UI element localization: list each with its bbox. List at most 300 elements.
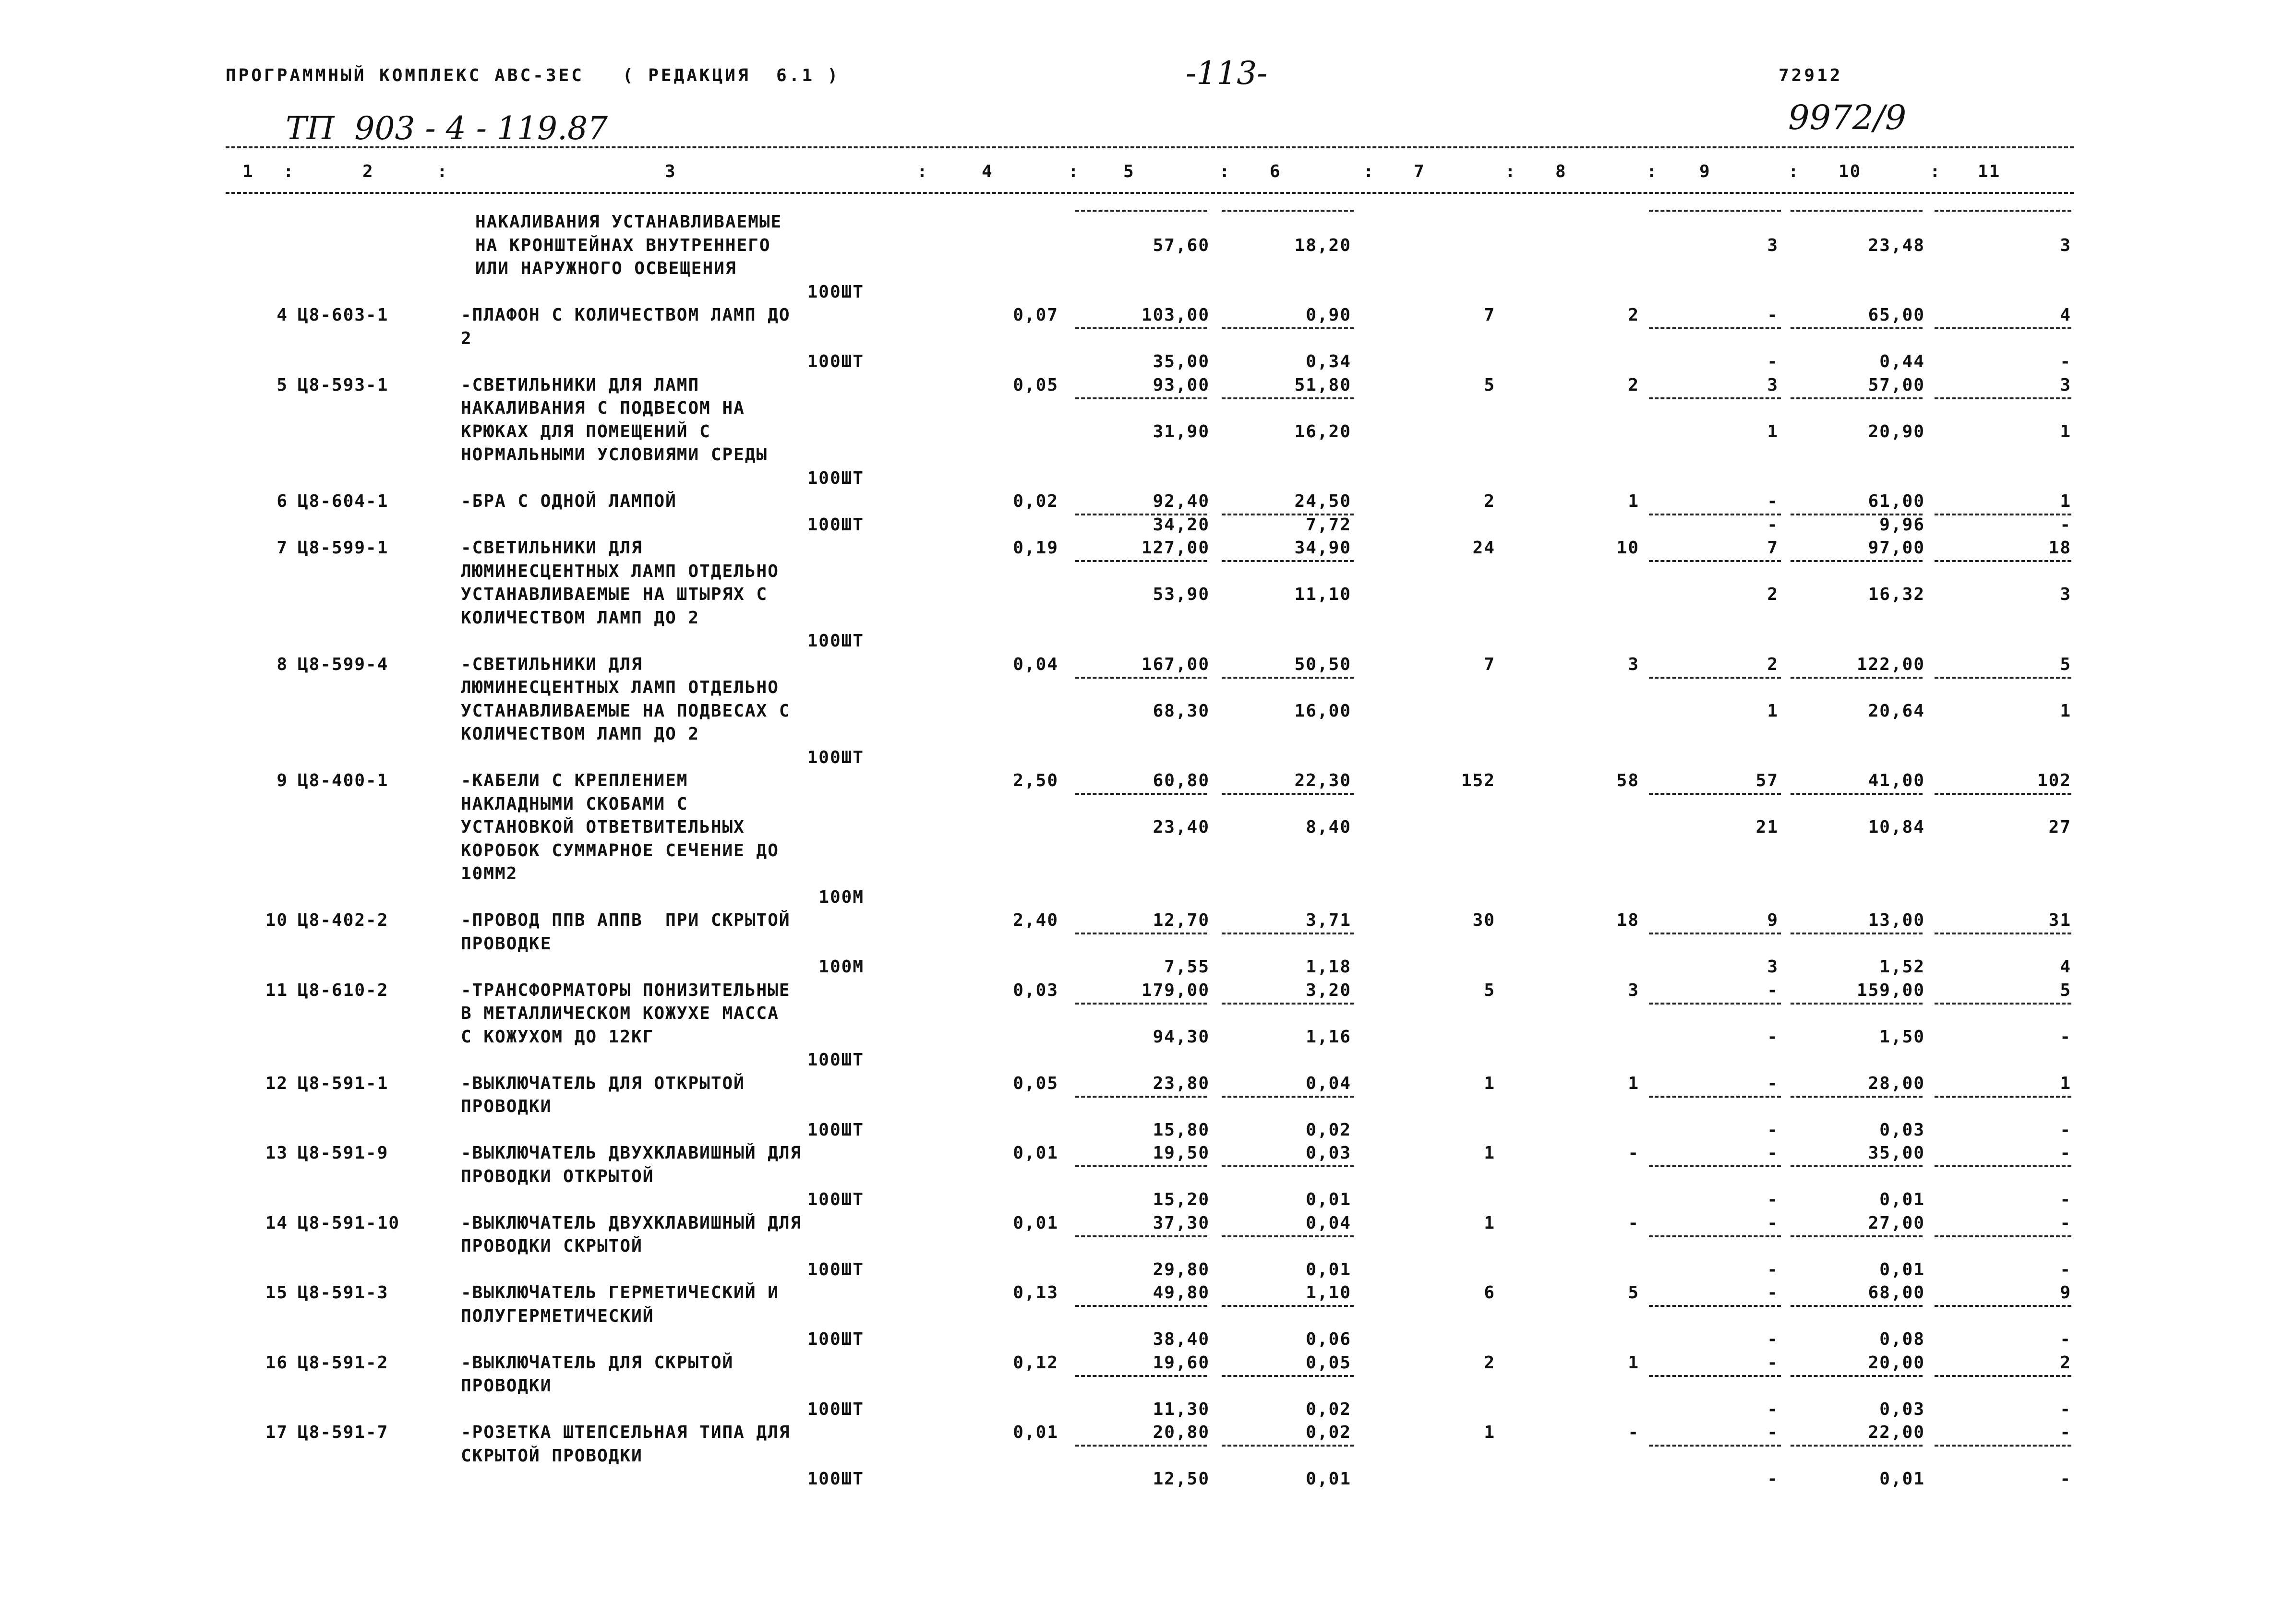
row-description: ПРОВОДКИ — [461, 1097, 552, 1116]
program-header: ПРОГРАММНЫЙ КОМПЛЕКС АВС-ЗЕС ( РЕДАКЦИЯ 6.1 ) — [226, 66, 841, 85]
cell-c5: 12,70 — [1153, 910, 1210, 930]
row-description: -ПЛАФОН С КОЛИЧЕСТВОМ ЛАМП ДО — [461, 305, 791, 325]
row-description: ПРОВОДКЕ — [461, 933, 552, 954]
cell-b10: 20,64 — [1868, 701, 1925, 721]
row-description: -СВЕТИЛЬНИКИ ДЛЯ — [461, 654, 643, 674]
column-separator: : — [1505, 162, 1516, 181]
value-divider — [1649, 397, 1781, 399]
row-unit: 100ШТ — [807, 514, 864, 535]
cell-b9: 21 — [1755, 817, 1779, 837]
column-header-5: 5 — [1123, 162, 1135, 181]
row-number: 15 — [265, 1283, 288, 1303]
column-separator: : — [437, 162, 448, 181]
cell-c8: 1 — [1628, 1073, 1639, 1093]
row-description: НАКАЛИВАНИЯ УСТАНАВЛИВАЕМЫЕ — [475, 212, 782, 232]
row-description: ПРОВОДКИ ОТКРЫТОЙ — [461, 1166, 654, 1186]
row-number: 6 — [276, 491, 288, 511]
cell-b10: 1,50 — [1879, 1027, 1925, 1047]
cell-b9: 1 — [1767, 421, 1779, 442]
cell-c8: 5 — [1628, 1283, 1639, 1303]
cell-b5: 12,50 — [1153, 1469, 1210, 1489]
cell-qty: 0,05 — [1013, 1073, 1058, 1093]
cell-b9: - — [1767, 1329, 1779, 1349]
cell-b6: 1,16 — [1306, 1027, 1351, 1047]
cell-b11: - — [2060, 1027, 2071, 1047]
cell-c5: 93,00 — [1153, 375, 1210, 395]
value-divider — [1075, 933, 1207, 934]
cell-b11: - — [2060, 352, 2071, 371]
column-separator: : — [1788, 162, 1800, 181]
cell-b6: 8,40 — [1306, 817, 1351, 837]
cell-c9: - — [1767, 1073, 1779, 1093]
cell-c7: 5 — [1484, 375, 1495, 395]
cell-c8: - — [1628, 1143, 1639, 1163]
value-divider — [1935, 210, 2071, 212]
cell-c9: 3 — [1767, 375, 1779, 395]
cell-c6: 3,71 — [1306, 910, 1351, 930]
cell-c5: 60,80 — [1153, 771, 1210, 790]
cell-c11: 18 — [2048, 538, 2071, 558]
cell-qty: 0,04 — [1013, 654, 1058, 674]
row-description: ЛЮМИНЕСЦЕНТНЫХ ЛАМП ОТДЕЛЬНО — [461, 678, 779, 697]
cell-c9: 3 — [1767, 235, 1779, 255]
cell-b10: 16,32 — [1868, 585, 1925, 604]
cell-c5: 37,30 — [1153, 1213, 1210, 1233]
row-unit: 100ШТ — [807, 1469, 864, 1489]
row-number: 10 — [265, 910, 288, 930]
cell-c11: 31 — [2048, 910, 2071, 930]
cell-c10: 27,00 — [1868, 1213, 1925, 1233]
cell-b11: - — [2060, 514, 2071, 535]
cell-qty: 0,01 — [1013, 1423, 1058, 1442]
value-divider — [1649, 210, 1781, 212]
cell-qty: 2,50 — [1013, 771, 1058, 790]
cell-c6: 34,90 — [1294, 538, 1351, 558]
value-divider — [1935, 1305, 2071, 1307]
cell-b6: 0,06 — [1306, 1329, 1351, 1349]
cell-c7: 30 — [1472, 910, 1495, 930]
cell-qty: 0,13 — [1013, 1283, 1058, 1303]
row-number: 8 — [276, 654, 288, 674]
cell-c11: 5 — [2060, 980, 2071, 1000]
value-divider — [1222, 1096, 1354, 1098]
row-unit: 100ШТ — [807, 468, 864, 488]
cell-b9: 3 — [1767, 957, 1779, 977]
row-code: Ц8-591-1 — [298, 1073, 389, 1093]
value-divider — [1791, 1445, 1923, 1447]
cell-c8: 3 — [1628, 654, 1639, 674]
document-code: 72912 — [1779, 66, 1843, 85]
cell-c9: - — [1767, 980, 1779, 1000]
cell-qty: 0,02 — [1013, 491, 1058, 511]
cell-c11: 9 — [2060, 1283, 2071, 1303]
cell-c10: 122,00 — [1856, 654, 1925, 674]
cell-c9: 7 — [1767, 538, 1779, 558]
value-divider — [1075, 210, 1207, 212]
row-code: Ц8-599-4 — [298, 654, 389, 674]
value-divider — [1075, 793, 1207, 795]
row-unit: 100ШТ — [807, 1190, 864, 1209]
cell-b10: 0,03 — [1879, 1120, 1925, 1140]
cell-b11: - — [2060, 1329, 2071, 1349]
cell-c8: 10 — [1616, 538, 1639, 558]
value-divider — [1222, 933, 1354, 934]
cell-c11: 102 — [2037, 771, 2071, 790]
cell-c9: - — [1767, 1423, 1779, 1442]
cell-c5: 49,80 — [1153, 1283, 1210, 1303]
row-unit: 100ШТ — [807, 1399, 864, 1419]
value-divider — [1222, 1165, 1354, 1167]
value-divider — [1075, 1305, 1207, 1307]
column-header-10: 10 — [1839, 162, 1862, 181]
row-unit: 100М — [818, 957, 864, 977]
value-divider — [1935, 397, 2071, 399]
cell-c5: 167,00 — [1141, 654, 1210, 674]
header-rule-bottom — [226, 192, 2074, 194]
row-unit: 100ШТ — [807, 747, 864, 767]
cell-b9: 1 — [1767, 701, 1779, 721]
cell-b6: 0,01 — [1306, 1469, 1351, 1489]
cell-b9: - — [1767, 1469, 1779, 1489]
row-code: Ц8-402-2 — [298, 910, 389, 930]
cell-b11: 27 — [2048, 817, 2071, 837]
cell-b9: - — [1767, 352, 1779, 371]
cell-c8: 58 — [1616, 771, 1639, 790]
cell-b5: 7,55 — [1164, 957, 1210, 977]
cell-c7: 2 — [1484, 491, 1495, 511]
cell-c10: 41,00 — [1868, 771, 1925, 790]
cell-b11: - — [2060, 1399, 2071, 1419]
row-description: -КАБЕЛИ С КРЕПЛЕНИЕМ — [461, 771, 688, 790]
cell-c11: - — [2060, 1423, 2071, 1442]
value-divider — [1649, 327, 1781, 329]
cell-b5: 23,40 — [1153, 817, 1210, 837]
row-description: НАКЛАДНЫМИ СКОБАМИ С — [461, 794, 688, 814]
row-description: С КОЖУХОМ ДО 12КГ — [461, 1027, 654, 1047]
cell-c9: 2 — [1767, 654, 1779, 674]
column-header-3: 3 — [665, 162, 676, 181]
value-divider — [1222, 1445, 1354, 1447]
value-divider — [1649, 793, 1781, 795]
value-divider — [1075, 1445, 1207, 1447]
value-divider — [1649, 1305, 1781, 1307]
value-divider — [1791, 397, 1923, 399]
row-number: 7 — [276, 538, 288, 558]
cell-qty: 2,40 — [1013, 910, 1058, 930]
row-description: КОРОБОК СУММАРНОЕ СЕЧЕНИЕ ДО — [461, 840, 779, 861]
row-description: ЛЮМИНЕСЦЕНТНЫХ ЛАМП ОТДЕЛЬНО — [461, 561, 779, 581]
value-divider — [1935, 677, 2071, 679]
row-number: 5 — [276, 375, 288, 395]
cell-c8: 2 — [1628, 375, 1639, 395]
cell-b10: 9,96 — [1879, 514, 1925, 535]
cell-c6: 0,04 — [1306, 1213, 1351, 1233]
value-divider — [1649, 677, 1781, 679]
row-code: Ц8-591-7 — [298, 1423, 389, 1442]
cell-b9: - — [1767, 1027, 1779, 1047]
value-divider — [1791, 327, 1923, 329]
cell-b10: 1,52 — [1879, 957, 1925, 977]
cell-c9: 57 — [1755, 771, 1779, 790]
cell-c7: 1 — [1484, 1423, 1495, 1442]
column-separator: : — [283, 162, 295, 181]
value-divider — [1935, 514, 2071, 515]
cell-b10: 0,44 — [1879, 352, 1925, 371]
row-number: 14 — [265, 1213, 288, 1233]
cell-b6: 0,01 — [1306, 1190, 1351, 1209]
row-description: НАКАЛИВАНИЯ С ПОДВЕСОМ НА — [461, 398, 745, 418]
row-number: 11 — [265, 980, 288, 1000]
row-description: УСТАНАВЛИВАЕМЫЕ НА ШТЫРЯХ С — [461, 585, 768, 604]
cell-c8: 18 — [1616, 910, 1639, 930]
cell-c7: 5 — [1484, 980, 1495, 1000]
value-divider — [1222, 1235, 1354, 1237]
cell-c5: 179,00 — [1141, 980, 1210, 1000]
row-description: -БРА С ОДНОЙ ЛАМПОЙ — [461, 491, 677, 511]
cell-b5: 11,30 — [1153, 1399, 1210, 1419]
row-description: -ПРОВОД ППВ АППВ ПРИ СКРЫТОЙ — [461, 910, 791, 930]
cell-b5: 68,30 — [1153, 701, 1210, 721]
cell-c7: 24 — [1472, 538, 1495, 558]
value-divider — [1222, 397, 1354, 399]
row-description: КОЛИЧЕСТВОМ ЛАМП ДО 2 — [461, 608, 700, 628]
value-divider — [1649, 933, 1781, 934]
row-number: 4 — [276, 305, 288, 325]
cell-b11: - — [2060, 1469, 2071, 1489]
value-divider — [1935, 327, 2071, 329]
cell-qty: 0,01 — [1013, 1213, 1058, 1233]
row-unit: 100ШТ — [807, 1329, 864, 1349]
row-description: -СВЕТИЛЬНИКИ ДЛЯ ЛАМП — [461, 375, 700, 395]
value-divider — [1075, 1096, 1207, 1098]
value-divider — [1075, 560, 1207, 562]
cell-c11: - — [2060, 1213, 2071, 1233]
column-header-6: 6 — [1270, 162, 1281, 181]
cell-b5: 38,40 — [1153, 1329, 1210, 1349]
row-description: В МЕТАЛЛИЧЕСКОМ КОЖУХЕ МАССА — [461, 1004, 779, 1023]
value-divider — [1075, 1375, 1207, 1377]
cell-b11: - — [2060, 1259, 2071, 1280]
cell-c7: 1 — [1484, 1213, 1495, 1233]
column-header-4: 4 — [982, 162, 993, 181]
value-divider — [1222, 210, 1354, 212]
project-code: ТП 903 - 4 - 119.87 — [286, 110, 608, 147]
cell-c10: 97,00 — [1868, 538, 1925, 558]
cell-b6: 1,18 — [1306, 957, 1351, 977]
cell-c5: 92,40 — [1153, 491, 1210, 511]
row-unit: 100ШТ — [807, 352, 864, 371]
cell-b10: 10,84 — [1868, 817, 1925, 837]
row-unit: 100ШТ — [807, 631, 864, 651]
row-description: -ТРАНСФОРМАТОРЫ ПОНИЗИТЕЛЬНЫЕ — [461, 980, 791, 1000]
value-divider — [1075, 1165, 1207, 1167]
cell-c9: - — [1767, 1352, 1779, 1373]
column-separator: : — [1647, 162, 1658, 181]
cell-c9: - — [1767, 491, 1779, 511]
cell-b6: 16,00 — [1294, 701, 1351, 721]
cell-b9: 2 — [1767, 585, 1779, 604]
row-code: Ц8-604-1 — [298, 491, 389, 511]
cell-c6: 50,50 — [1294, 654, 1351, 674]
cell-b10: 0,01 — [1879, 1190, 1925, 1209]
row-number: 9 — [276, 771, 288, 790]
cell-c5: 127,00 — [1141, 538, 1210, 558]
cell-b5: 94,30 — [1153, 1027, 1210, 1047]
row-unit: 100ШТ — [807, 1120, 864, 1140]
value-divider — [1649, 1375, 1781, 1377]
cell-c10: 20,00 — [1868, 1352, 1925, 1373]
cell-b11: - — [2060, 1120, 2071, 1140]
cell-c7: 1 — [1484, 1073, 1495, 1093]
cell-qty: 0,01 — [1013, 1143, 1058, 1163]
cell-c10: 35,00 — [1868, 1143, 1925, 1163]
row-description: -ВЫКЛЮЧАТЕЛЬ ДВУХКЛАВИШНЫЙ ДЛЯ — [461, 1143, 802, 1163]
cell-b5: 15,20 — [1153, 1190, 1210, 1209]
cell-c5: 20,80 — [1153, 1423, 1210, 1442]
cell-c11: 5 — [2060, 654, 2071, 674]
row-number: 12 — [265, 1073, 288, 1093]
cell-b6: 0,01 — [1306, 1259, 1351, 1280]
cell-c6: 18,20 — [1294, 235, 1351, 255]
cell-b6: 16,20 — [1294, 421, 1351, 442]
row-description: УСТАНОВКОЙ ОТВЕТВИТЕЛЬНЫХ — [461, 817, 745, 837]
cell-c9: - — [1767, 1143, 1779, 1163]
cell-b5: 15,80 — [1153, 1120, 1210, 1140]
cell-c7: 7 — [1484, 305, 1495, 325]
cell-b10: 0,01 — [1879, 1259, 1925, 1280]
cell-c11: 1 — [2060, 1073, 2071, 1093]
cell-c9: - — [1767, 1283, 1779, 1303]
cell-c10: 13,00 — [1868, 910, 1925, 930]
value-divider — [1649, 1165, 1781, 1167]
row-code: Ц8-603-1 — [298, 305, 389, 325]
row-description: КРЮКАХ ДЛЯ ПОМЕЩЕНИЙ С — [461, 421, 711, 442]
cell-c6: 0,05 — [1306, 1352, 1351, 1373]
cell-b10: 0,01 — [1879, 1469, 1925, 1489]
row-description: -СВЕТИЛЬНИКИ ДЛЯ — [461, 538, 643, 558]
value-divider — [1075, 327, 1207, 329]
row-code: Ц8-591-2 — [298, 1352, 389, 1373]
row-description: ПОЛУГЕРМЕТИЧЕСКИЙ — [461, 1306, 654, 1326]
value-divider — [1935, 1096, 2071, 1098]
cell-c7: 7 — [1484, 654, 1495, 674]
cell-c9: - — [1767, 305, 1779, 325]
cell-c6: 0,90 — [1306, 305, 1351, 325]
cell-c10: 159,00 — [1856, 980, 1925, 1000]
value-divider — [1791, 933, 1923, 934]
column-header-1: 1 — [242, 162, 254, 181]
row-number: 16 — [265, 1352, 288, 1373]
row-number: 13 — [265, 1143, 288, 1163]
value-divider — [1935, 1445, 2071, 1447]
value-divider — [1791, 1235, 1923, 1237]
value-divider — [1222, 677, 1354, 679]
value-divider — [1649, 1445, 1781, 1447]
row-description: -ВЫКЛЮЧАТЕЛЬ ДВУХКЛАВИШНЫЙ ДЛЯ — [461, 1213, 802, 1233]
value-divider — [1075, 1003, 1207, 1005]
cell-qty: 0,03 — [1013, 980, 1058, 1000]
cell-c5: 23,80 — [1153, 1073, 1210, 1093]
cell-c8: - — [1628, 1213, 1639, 1233]
cell-c11: 1 — [2060, 491, 2071, 511]
value-divider — [1935, 560, 2071, 562]
cell-c8: 3 — [1628, 980, 1639, 1000]
cell-c5: 19,60 — [1153, 1352, 1210, 1373]
cell-qty: 0,19 — [1013, 538, 1058, 558]
cell-c6: 22,30 — [1294, 771, 1351, 790]
cell-qty: 0,12 — [1013, 1352, 1058, 1373]
row-description: -ВЫКЛЮЧАТЕЛЬ ДЛЯ ОТКРЫТОЙ — [461, 1073, 745, 1093]
cell-c7: 6 — [1484, 1283, 1495, 1303]
row-code: Ц8-591-10 — [298, 1213, 400, 1233]
cell-c5: 19,50 — [1153, 1143, 1210, 1163]
value-divider — [1791, 1096, 1923, 1098]
header-rule-top — [226, 146, 2074, 148]
page-number: -113- — [1186, 55, 1268, 92]
column-separator: : — [1930, 162, 1941, 181]
cell-c10: 23,48 — [1868, 235, 1925, 255]
cell-b11: 1 — [2060, 421, 2071, 442]
value-divider — [1935, 1375, 2071, 1377]
cell-b5: 53,90 — [1153, 585, 1210, 604]
value-divider — [1649, 1003, 1781, 1005]
cell-b6: 0,02 — [1306, 1399, 1351, 1419]
cell-b5: 35,00 — [1153, 352, 1210, 371]
value-divider — [1649, 560, 1781, 562]
cell-b11: 1 — [2060, 701, 2071, 721]
row-code: Ц8-400-1 — [298, 771, 389, 790]
value-divider — [1935, 1165, 2071, 1167]
value-divider — [1791, 210, 1923, 212]
cell-c10: 61,00 — [1868, 491, 1925, 511]
row-description: КОЛИЧЕСТВОМ ЛАМП ДО 2 — [461, 724, 700, 744]
cell-qty: 0,07 — [1013, 305, 1058, 325]
cell-b9: - — [1767, 1399, 1779, 1419]
cell-b9: - — [1767, 514, 1779, 535]
cell-c11: 3 — [2060, 235, 2071, 255]
value-divider — [1222, 560, 1354, 562]
row-description: -РОЗЕТКА ШТЕПСЕЛЬНАЯ ТИПА ДЛЯ — [461, 1423, 791, 1442]
value-divider — [1791, 677, 1923, 679]
cell-c7: 1 — [1484, 1143, 1495, 1163]
cell-c10: 68,00 — [1868, 1283, 1925, 1303]
cell-c11: 2 — [2060, 1352, 2071, 1373]
row-description: -ВЫКЛЮЧАТЕЛЬ ГЕРМЕТИЧЕСКИЙ И — [461, 1283, 779, 1303]
cell-c6: 51,80 — [1294, 375, 1351, 395]
row-code: Ц8-599-1 — [298, 538, 389, 558]
value-divider — [1649, 514, 1781, 515]
value-divider — [1791, 1375, 1923, 1377]
row-description: СКРЫТОЙ ПРОВОДКИ — [461, 1446, 643, 1466]
column-header-2: 2 — [362, 162, 374, 181]
cell-c5: 57,60 — [1153, 235, 1210, 255]
cell-b11: 3 — [2060, 585, 2071, 604]
row-description: 10ММ2 — [461, 864, 518, 884]
value-divider — [1935, 1235, 2071, 1237]
value-divider — [1935, 933, 2071, 934]
cell-c8: - — [1628, 1423, 1639, 1442]
cell-b6: 0,02 — [1306, 1120, 1351, 1140]
value-divider — [1222, 1375, 1354, 1377]
cell-c10: 65,00 — [1868, 305, 1925, 325]
column-separator: : — [1219, 162, 1231, 181]
column-header-9: 9 — [1699, 162, 1711, 181]
cell-qty: 0,05 — [1013, 375, 1058, 395]
cell-c8: 2 — [1628, 305, 1639, 325]
column-header-11: 11 — [1978, 162, 2001, 181]
row-code: Ц8-593-1 — [298, 375, 389, 395]
cell-c7: 152 — [1461, 771, 1495, 790]
